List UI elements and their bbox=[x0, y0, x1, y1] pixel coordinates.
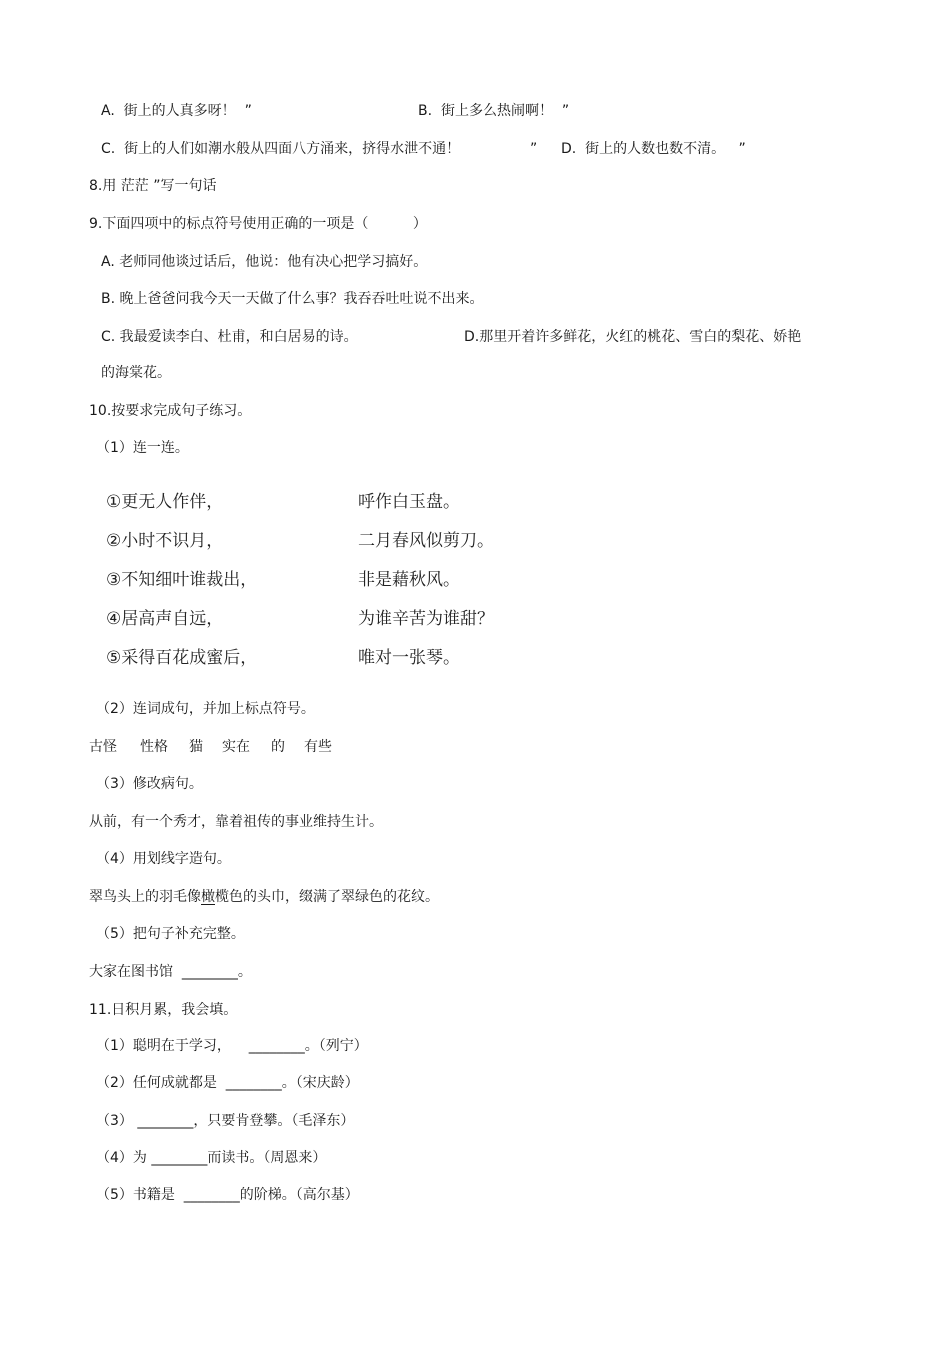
word-item: 实在 bbox=[222, 739, 250, 755]
q10-part2-label: （2）连词成句，并加上标点符号。 bbox=[96, 701, 315, 717]
sentence-before: 翠鸟头上的羽毛像 bbox=[89, 889, 201, 905]
q9-option-c: C. 我最爱读李白、杜甫，和白居易的诗。 bbox=[101, 329, 358, 345]
q10-part3-sentence: 从前，有一个秀才，靠着祖传的事业维持生计。 bbox=[89, 814, 383, 830]
q11-item: （5）书籍是 ________的阶梯。（高尔基） bbox=[96, 1187, 359, 1203]
q7-option-b: B. 街上多么热闹啊！ ” bbox=[418, 103, 570, 119]
q9-option-d: D.那里开着许多鲜花，火红的桃花、雪白的梨花、娇艳 bbox=[464, 329, 802, 345]
q10-part5-sentence: 大家在图书馆 ________。 bbox=[89, 964, 252, 980]
match-left-item: ⑤采得百花成蜜后， bbox=[106, 648, 258, 668]
q11-item: （3） ________，只要肯登攀。（毛泽东） bbox=[96, 1113, 355, 1129]
q10-part4-label: （4）用划线字造句。 bbox=[96, 851, 231, 867]
q11-item: （2）任何成就都是 ________。（宋庆龄） bbox=[96, 1075, 359, 1091]
match-right-item: 二月春风似剪刀。 bbox=[358, 531, 494, 551]
match-right-item: 唯对一张琴。 bbox=[358, 648, 460, 668]
match-right-item: 为谁辛苦为谁甜？ bbox=[358, 609, 494, 629]
word-item: 有些 bbox=[304, 739, 332, 755]
q9-option-a: A. 老师同他谈过话后，他说：他有决心把学习搞好。 bbox=[101, 254, 428, 270]
match-right-item: 呼作白玉盘。 bbox=[358, 492, 460, 512]
q8-stem: 8.用 茫茫 ”写一句话 bbox=[89, 178, 217, 194]
q9-option-d-continued: 的海棠花。 bbox=[101, 365, 171, 381]
q7-option-c: C. 街上的人们如潮水般从四面八方涌来，挤得水泄不通！ bbox=[101, 141, 461, 157]
q10-part1-label: （1）连一连。 bbox=[96, 440, 189, 456]
q7-option-a: A. 街上的人真多呀！ ” bbox=[101, 103, 252, 119]
q11-item: （1）聪明在于学习， ________。（列宁） bbox=[96, 1038, 368, 1054]
word-item: 的 bbox=[271, 739, 285, 755]
word-item: 猫 bbox=[189, 739, 203, 755]
match-right-item: 非是藉秋风。 bbox=[358, 570, 460, 590]
q9-option-b: B. 晚上爸爸问我今天一天做了什么事？我吞吞吐吐说不出来。 bbox=[101, 291, 484, 307]
match-left-item: ③不知细叶谁裁出， bbox=[106, 570, 258, 590]
q9-stem: 9.下面四项中的标点符号使用正确的一项是（ ） bbox=[89, 216, 427, 232]
q10-part3-label: （3）修改病句。 bbox=[96, 776, 203, 792]
q7-option-c-quote: ” bbox=[530, 141, 538, 157]
match-left-item: ②小时不识月， bbox=[106, 531, 224, 551]
q11-stem: 11.日积月累，我会填。 bbox=[89, 1002, 238, 1018]
match-left-item: ④居高声自远， bbox=[106, 609, 224, 629]
q11-item: （4）为 ________而读书。（周恩来） bbox=[96, 1150, 327, 1166]
q10-stem: 10.按要求完成句子练习。 bbox=[89, 403, 252, 419]
q10-part5-label: （5）把句子补充完整。 bbox=[96, 926, 245, 942]
underlined-character: 橄 bbox=[201, 889, 215, 905]
match-left-item: ①更无人作伴， bbox=[106, 492, 224, 512]
word-item: 性格 bbox=[140, 739, 168, 755]
q10-part4-sentence bbox=[89, 888, 439, 906]
q7-option-d: D. 街上的人数也数不清。 ” bbox=[561, 141, 746, 157]
word-item: 古怪 bbox=[89, 739, 117, 755]
sentence-after: 榄色的头巾，缀满了翠绿色的花纹。 bbox=[215, 889, 439, 905]
